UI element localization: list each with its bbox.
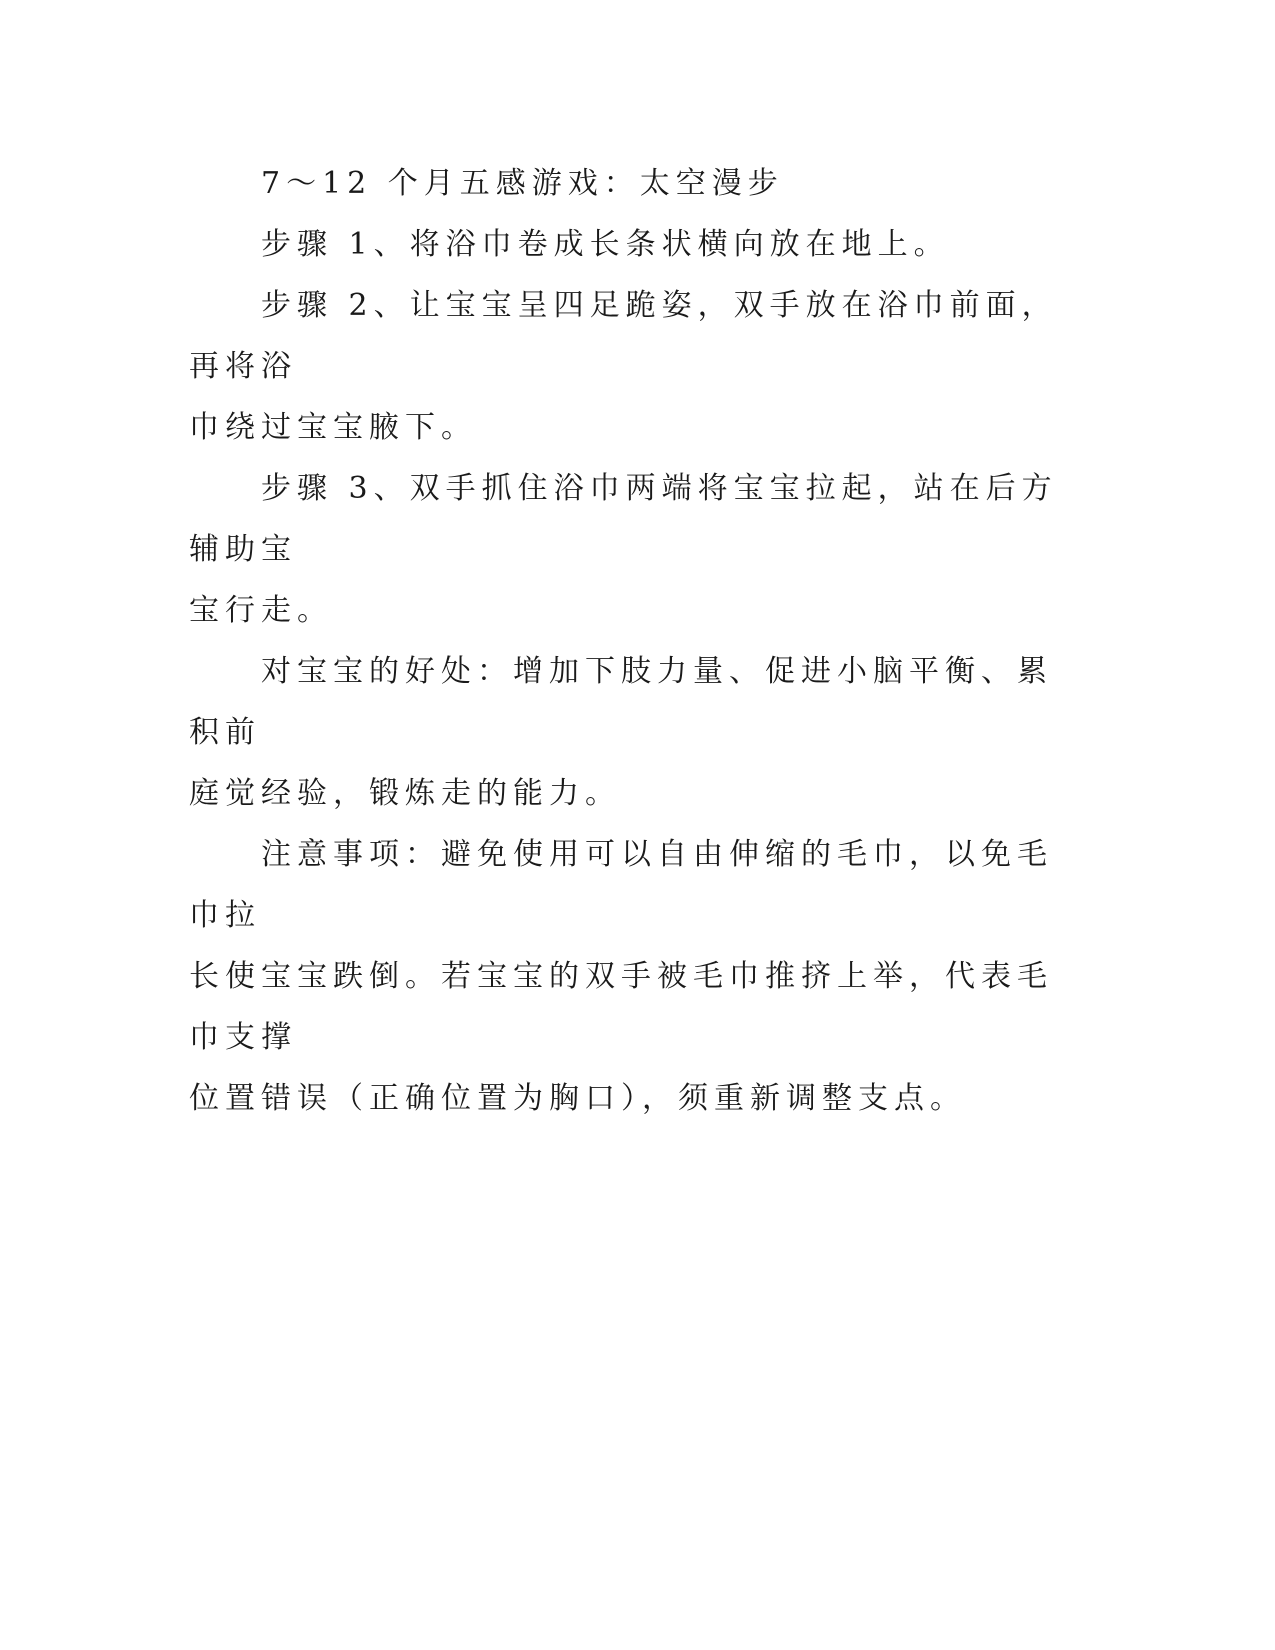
document-title — [189, 153, 1083, 214]
notice-line-3: 位置错误（正确位置为胸口），须重新调整支点。 — [189, 1081, 966, 1116]
document-body — [189, 153, 1083, 1129]
benefit-line-1: 对宝宝的好处：增加下肢力量、促进小脑平衡、累积前 — [189, 654, 1053, 750]
step3-line-1: 步骤 3、双手抓住浴巾两端将宝宝拉起，站在后方辅助宝 — [189, 471, 1058, 567]
step2-line-1: 步骤 2、让宝宝呈四足跪姿，双手放在浴巾前面，再将浴 — [189, 288, 1058, 384]
paragraph-step3 — [189, 458, 1083, 641]
paragraph-benefit — [189, 641, 1083, 824]
step2-line-2: 巾绕过宝宝腋下。 — [189, 410, 477, 445]
notice-line-2: 长使宝宝跌倒。若宝宝的双手被毛巾推挤上举，代表毛巾支撑 — [189, 959, 1053, 1055]
notice-line-1: 注意事项：避免使用可以自由伸缩的毛巾，以免毛巾拉 — [189, 837, 1053, 933]
step1-line-1: 步骤 1、将浴巾卷成长条状横向放在地上。 — [261, 227, 950, 262]
step3-line-2: 宝行走。 — [189, 593, 333, 628]
paragraph-step1 — [189, 214, 1083, 275]
benefit-line-2: 庭觉经验，锻炼走的能力。 — [189, 776, 621, 811]
paragraph-notice — [189, 824, 1083, 1129]
title-line: 7～12 个月五感游戏：太空漫步 — [261, 166, 784, 201]
paragraph-step2 — [189, 275, 1083, 458]
